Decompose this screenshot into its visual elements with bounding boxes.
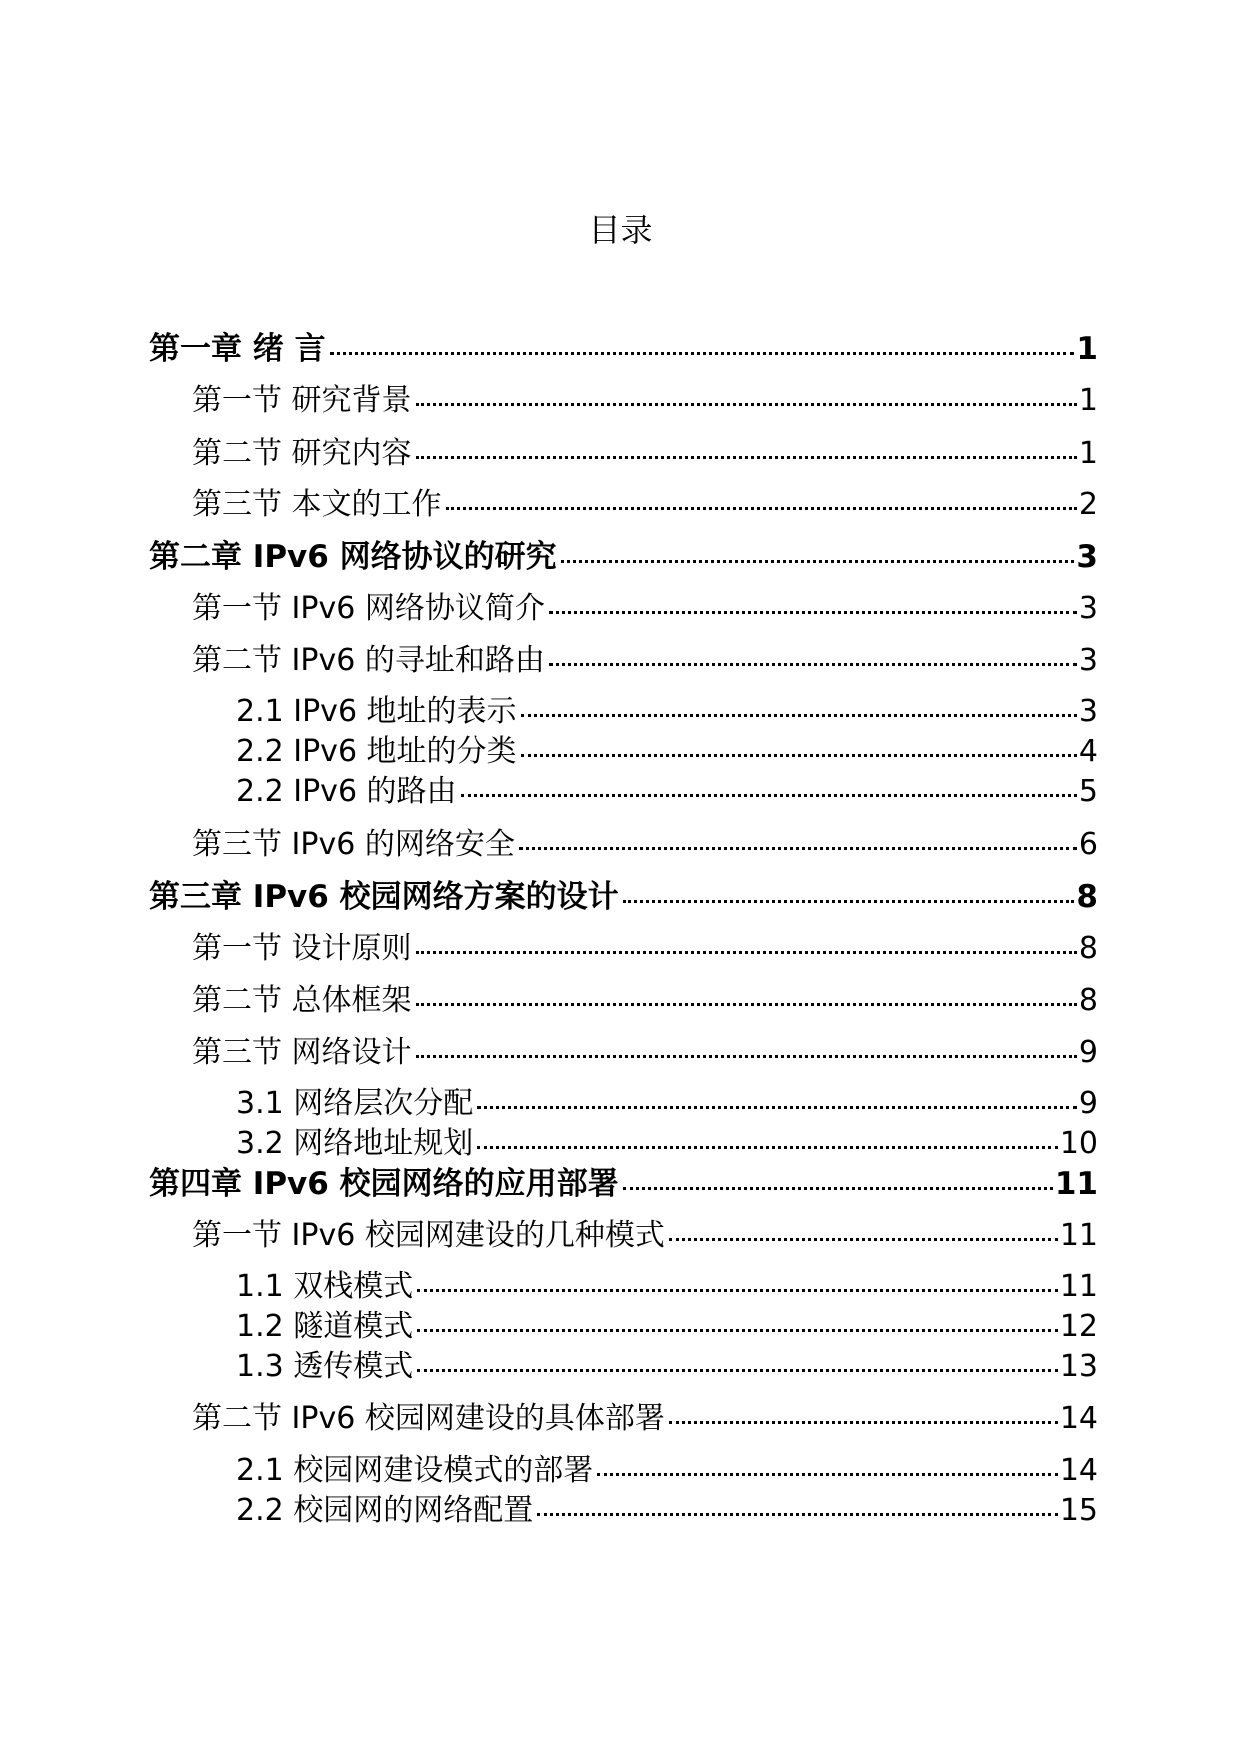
toc-entry-page-number: 10 xyxy=(1059,1126,1098,1161)
dot-leader xyxy=(461,793,1077,797)
toc-entry[interactable] xyxy=(236,732,1098,772)
toc-entry-page-number: 4 xyxy=(1078,734,1098,769)
dot-leader xyxy=(549,610,1077,614)
toc-entry[interactable] xyxy=(192,929,1098,969)
toc-entry[interactable] xyxy=(192,589,1098,629)
dot-leader xyxy=(597,1472,1058,1476)
dot-leader xyxy=(330,351,1075,355)
toc-entry-page-number: 14 xyxy=(1059,1453,1098,1488)
toc-entry[interactable] xyxy=(192,641,1098,681)
toc-entry-page-number: 1 xyxy=(1076,331,1098,367)
toc-entry[interactable] xyxy=(236,1084,1098,1124)
dot-leader xyxy=(549,662,1077,666)
dot-leader xyxy=(623,899,1075,903)
toc-entry-label: 第二章 IPv6 网络协议的研究 xyxy=(149,539,557,575)
toc-entry-label: 第一节 IPv6 网络协议简介 xyxy=(192,591,545,626)
toc-entry-page-number: 8 xyxy=(1078,931,1098,966)
toc-entry[interactable] xyxy=(236,1307,1098,1347)
dot-leader xyxy=(416,402,1077,406)
toc-entry[interactable] xyxy=(236,1124,1098,1164)
toc-entry-label: 第二节 IPv6 的寻址和路由 xyxy=(192,643,545,678)
toc-entry-page-number: 3 xyxy=(1076,539,1098,575)
dot-leader xyxy=(477,1105,1077,1109)
toc-entry-label: 第三节 本文的工作 xyxy=(192,487,442,522)
toc-entry-label: 第一节 研究背景 xyxy=(192,383,412,418)
toc-entry-page-number: 8 xyxy=(1078,983,1098,1018)
toc-entry[interactable] xyxy=(149,877,1098,917)
dot-leader xyxy=(417,1328,1058,1332)
toc-entry-label: 2.2 IPv6 地址的分类 xyxy=(236,734,517,769)
toc-entry[interactable] xyxy=(149,537,1098,577)
toc-entry-label: 第四章 IPv6 校园网络的应用部署 xyxy=(149,1166,619,1202)
toc-entry[interactable] xyxy=(149,329,1098,369)
toc-entry-page-number: 13 xyxy=(1059,1349,1098,1384)
toc-entry-page-number: 6 xyxy=(1078,827,1098,862)
toc-entry-label: 第一节 IPv6 校园网建设的几种模式 xyxy=(192,1218,665,1253)
toc-entry-page-number: 11 xyxy=(1059,1218,1098,1253)
toc-entry-page-number: 11 xyxy=(1054,1166,1098,1202)
toc-entry[interactable] xyxy=(192,981,1098,1021)
toc-entry-page-number: 3 xyxy=(1078,643,1098,678)
toc-entry-label: 第二节 IPv6 校园网建设的具体部署 xyxy=(192,1401,665,1436)
toc-entry-label: 第三章 IPv6 校园网络方案的设计 xyxy=(149,879,619,915)
dot-leader xyxy=(416,1054,1077,1058)
toc-entry[interactable] xyxy=(192,1399,1098,1439)
toc-entry[interactable] xyxy=(192,1033,1098,1073)
toc-entry-label: 2.1 校园网建设模式的部署 xyxy=(236,1453,594,1488)
dot-leader xyxy=(519,846,1077,850)
dot-leader xyxy=(521,753,1077,757)
dot-leader xyxy=(669,1420,1058,1424)
toc-entry-page-number: 2 xyxy=(1078,487,1098,522)
toc-entry-label: 2.2 IPv6 的路由 xyxy=(236,774,457,809)
dot-leader xyxy=(416,455,1077,459)
dot-leader xyxy=(521,713,1077,717)
toc-entry[interactable] xyxy=(192,1216,1098,1256)
dot-leader xyxy=(477,1145,1058,1149)
toc-entry-label: 第一章 绪 言 xyxy=(149,331,326,367)
toc-entry-page-number: 3 xyxy=(1078,694,1098,729)
toc-entry[interactable] xyxy=(149,1164,1098,1204)
dot-leader xyxy=(446,506,1077,510)
toc-entry[interactable] xyxy=(236,1451,1098,1491)
toc-entry[interactable] xyxy=(192,381,1098,421)
dot-leader xyxy=(623,1186,1053,1190)
toc-entry-page-number: 5 xyxy=(1078,774,1098,809)
dot-leader xyxy=(669,1237,1058,1241)
toc-entry-label: 2.2 校园网的网络配置 xyxy=(236,1493,534,1528)
toc-entry-label: 第二节 研究内容 xyxy=(192,436,412,471)
dot-leader xyxy=(417,1368,1058,1372)
toc-entry-label: 1.3 透传模式 xyxy=(236,1349,414,1384)
dot-leader xyxy=(537,1512,1058,1516)
toc-entry-label: 第三节 IPv6 的网络安全 xyxy=(192,827,515,862)
toc-entry-label: 第一节 设计原则 xyxy=(192,931,412,966)
toc-entry-page-number: 1 xyxy=(1078,436,1098,471)
toc-entry-page-number: 14 xyxy=(1059,1401,1098,1436)
toc-entry[interactable] xyxy=(192,485,1098,525)
toc-entry-page-number: 8 xyxy=(1076,879,1098,915)
toc-entry-label: 第三节 网络设计 xyxy=(192,1035,412,1070)
toc-entry-label: 2.1 IPv6 地址的表示 xyxy=(236,694,517,729)
toc-entry-label: 3.2 网络地址规划 xyxy=(236,1126,474,1161)
toc-entry-page-number: 3 xyxy=(1078,591,1098,626)
toc-entry[interactable] xyxy=(192,825,1098,865)
toc-entry[interactable] xyxy=(236,1267,1098,1307)
toc-entry[interactable] xyxy=(236,1491,1098,1531)
toc-title: 目录 xyxy=(588,211,653,249)
toc-entry-label: 第二节 总体框架 xyxy=(192,983,412,1018)
dot-leader xyxy=(416,1002,1077,1006)
toc-entry-page-number: 15 xyxy=(1059,1493,1098,1528)
toc-entry-page-number: 12 xyxy=(1059,1309,1098,1344)
toc-entry-label: 3.1 网络层次分配 xyxy=(236,1086,474,1121)
toc-entry[interactable] xyxy=(236,1347,1098,1387)
toc-entry[interactable] xyxy=(192,434,1098,474)
dot-leader xyxy=(416,950,1077,954)
dot-leader xyxy=(417,1288,1058,1292)
toc-entry[interactable] xyxy=(236,692,1098,732)
toc-entry-page-number: 9 xyxy=(1078,1035,1098,1070)
toc-entry[interactable] xyxy=(236,772,1098,812)
toc-entry-page-number: 1 xyxy=(1078,383,1098,418)
toc-entry-page-number: 9 xyxy=(1078,1086,1098,1121)
toc-entry-label: 1.2 隧道模式 xyxy=(236,1309,414,1344)
toc-entry-label: 1.1 双栈模式 xyxy=(236,1269,414,1304)
dot-leader xyxy=(561,559,1075,563)
toc-entry-page-number: 11 xyxy=(1059,1269,1098,1304)
